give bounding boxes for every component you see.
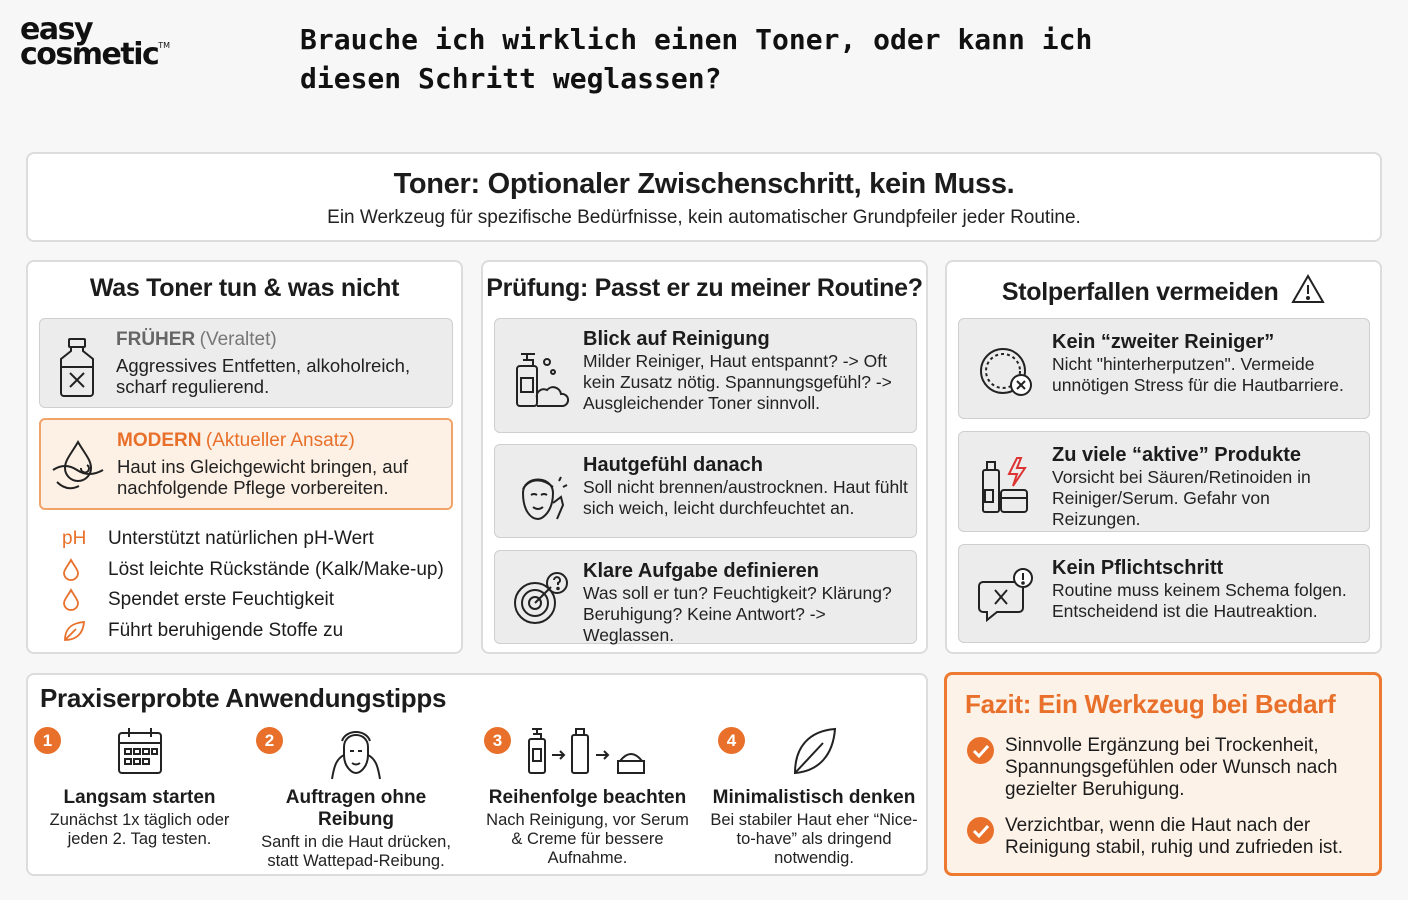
tip-number: 2 [256, 727, 283, 754]
pitfall-heading: Kein Pflichtschritt [1052, 557, 1224, 579]
face-touch-icon [513, 465, 565, 517]
tip-text: Zunächst 1x täglich oder jeden 2. Tag testen. [49, 811, 230, 848]
check-heading: Hautgefühl danach [583, 454, 764, 476]
check-text: Soll nicht brennen/austrocknen. Haut fühlt sich weich, leicht durchfeuchtet an. [583, 477, 908, 518]
pitfall-text: Vorsicht bei Säuren/Retinoiden in Reiniger/Serum. Gefahr von Reizungen. [1052, 467, 1311, 529]
frueher-label: FRÜHER [116, 329, 196, 350]
pitfall-heading: Kein “zweiter Reiniger” [1052, 331, 1275, 353]
drop-balance-icon [51, 438, 105, 490]
modern-label: MODERN [117, 430, 202, 451]
tips-title: Praxiserprobte Anwendungstipps [40, 683, 447, 713]
benefit-text: Spendet erste Feuchtigkeit [108, 589, 335, 611]
tip-number: 1 [34, 727, 61, 754]
check-text: Milder Reiniger, Haut entspannt? -> Oft kein Zusatz nötig. Spannungsgefühl? -> Ausgleichender Toner sinnvoll. [583, 351, 892, 413]
tip-item [246, 725, 466, 871]
leaf-icon [791, 725, 837, 781]
column-title: Prüfung: Passt er zu meiner Routine? [486, 274, 923, 302]
banner-title: Toner: Optionaler Zwischenschritt, kein Muss. [393, 168, 1015, 200]
column-title: Stolperfallen vermeiden [1001, 278, 1279, 306]
products-lightning-icon [977, 456, 1029, 508]
drop-icon [62, 559, 108, 581]
drop-icon [62, 589, 108, 611]
frueher-box [39, 318, 453, 408]
tip-text: Nach Reinigung, vor Serum & Creme für bessere Aufnahme. [486, 811, 689, 867]
benefit-text: Löst leichte Rückstände (Kalk/Make-up) [108, 558, 444, 580]
check-icon [967, 737, 994, 764]
check-heading: Blick auf Reinigung [583, 328, 770, 350]
benefit-text: Führt beruhigende Stoffe zu [108, 619, 344, 641]
column-title-wrap [947, 274, 1380, 311]
tip-heading: Langsam starten [63, 787, 216, 808]
frueher-text: Aggressives Entfetten, alkoholreich, scharf regulierend. [116, 355, 411, 397]
main-question: Brauche ich wirklich einen Toner, oder kann ich diesen Schritt weglassen? [300, 23, 1093, 95]
check-item-aufgabe [494, 550, 917, 644]
speech-x-icon [977, 568, 1029, 620]
brand-tm: TM [158, 40, 171, 50]
fazit-item [967, 815, 1365, 859]
frueher-tag: (Veraltet) [199, 329, 277, 350]
brand-line2: cosmetic [20, 36, 159, 72]
modern-tag: (Aktueller Ansatz) [205, 430, 355, 451]
fazit-item [967, 735, 1365, 801]
tip-heading: Reihenfolge beachten [488, 787, 687, 808]
list-item [62, 585, 444, 616]
tip-item [480, 725, 695, 868]
list-item [62, 616, 444, 647]
list-item [62, 524, 444, 555]
tip-text: Sanft in die Haut drücken, statt Wattepad-Reibung. [261, 833, 451, 870]
fazit-title: Fazit: Ein Werkzeug bei Bedarf [965, 689, 1336, 719]
leaf-icon [62, 620, 108, 642]
tip-number: 4 [718, 727, 745, 754]
banner-subtitle: Ein Werkzeug für spezifische Bedürfnisse, kein automatischer Grundpfeiler jeder Routine. [327, 207, 1081, 228]
pitfall-heading: Zu viele “aktive” Produkte [1052, 444, 1301, 466]
tip-text: Bei stabiler Haut eher “Nice-to-have” als dringend notwendig. [710, 811, 918, 867]
ph-icon: pH [62, 528, 87, 550]
summary-banner [26, 152, 1382, 242]
fazit-box [944, 672, 1382, 876]
tips-section [26, 673, 928, 876]
modern-text: Haut ins Gleichgewicht bringen, auf nachfolgende Pflege vorbereiten. [117, 456, 409, 498]
check-text: Was soll er tun? Feuchtigkeit? Klärung? Beruhigung? Keine Antwort? -> Weglassen. [583, 583, 892, 645]
brand-logo [20, 12, 171, 72]
list-item [62, 555, 444, 586]
check-item-hautgefuehl [494, 444, 917, 538]
calendar-icon [116, 725, 164, 781]
column-toner-function [26, 260, 463, 654]
product-order-icon [526, 725, 650, 781]
fazit-text: Sinnvolle Ergänzung bei Trockenheit, Spannungsgefühlen oder Wunsch nach gezielter Beruhigung. [1005, 735, 1338, 800]
tip-number: 3 [484, 727, 511, 754]
cleanser-foam-icon [511, 350, 563, 402]
pitfall-text: Routine muss keinem Schema folgen. Entscheidend ist die Hautreaktion. [1052, 580, 1347, 621]
check-icon [967, 817, 994, 844]
target-question-icon [511, 571, 563, 623]
modern-box [39, 418, 453, 510]
brand-line1: easy [20, 12, 93, 47]
check-item-reinigung [494, 318, 917, 433]
tip-item [32, 725, 247, 849]
warning-icon [1291, 274, 1325, 311]
column-pitfalls [945, 260, 1382, 654]
benefit-list [62, 524, 444, 646]
column-routine-check [481, 260, 928, 654]
tip-item [704, 725, 924, 868]
tip-heading: Minimalistisch denken [712, 787, 916, 808]
column-title: Was Toner tun & was nicht [89, 274, 400, 302]
pitfall-item [958, 431, 1370, 532]
tip-heading: Auftragen ohne Reibung [285, 787, 427, 830]
bottle-x-icon [54, 337, 100, 389]
pad-x-icon [977, 343, 1029, 395]
benefit-text: Unterstützt natürlichen pH-Wert [108, 528, 374, 550]
check-heading: Klare Aufgabe definieren [583, 560, 819, 582]
pitfall-item [958, 544, 1370, 643]
face-hands-icon [328, 725, 384, 781]
pitfall-item [958, 318, 1370, 419]
fazit-text: Verzichtbar, wenn die Haut nach der Reinigung stabil, ruhig und zufrieden ist. [1005, 815, 1343, 858]
pitfall-text: Nicht "hinterherputzen". Vermeide unnötigen Stress für die Hautbarriere. [1052, 354, 1344, 395]
